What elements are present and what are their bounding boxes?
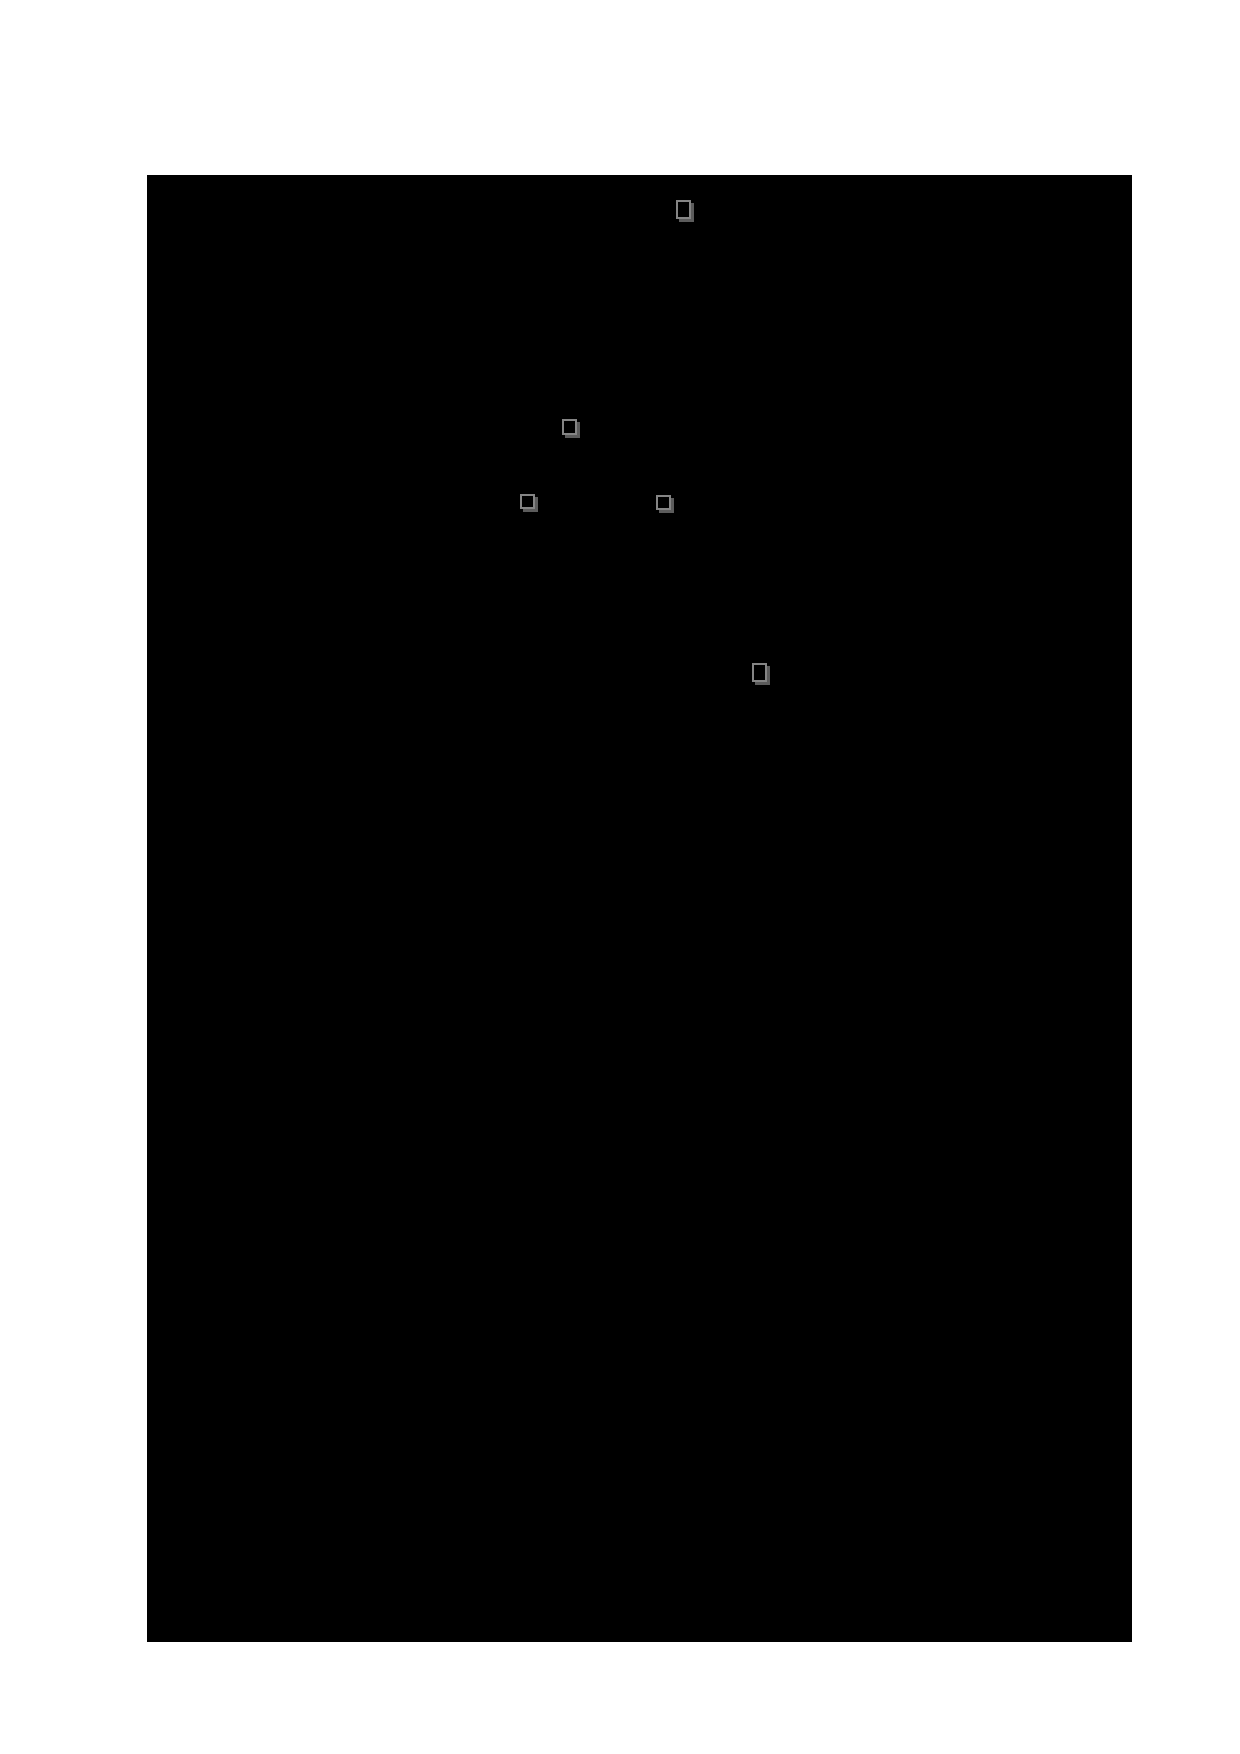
document-page (147, 175, 1132, 1642)
shadowed-square-placeholder-icon (520, 494, 535, 509)
shadowed-square-placeholder-icon (676, 200, 691, 219)
shadowed-square-placeholder-icon (562, 419, 577, 435)
shadowed-square-placeholder-icon (752, 663, 767, 682)
shadowed-square-placeholder-icon (656, 495, 671, 510)
